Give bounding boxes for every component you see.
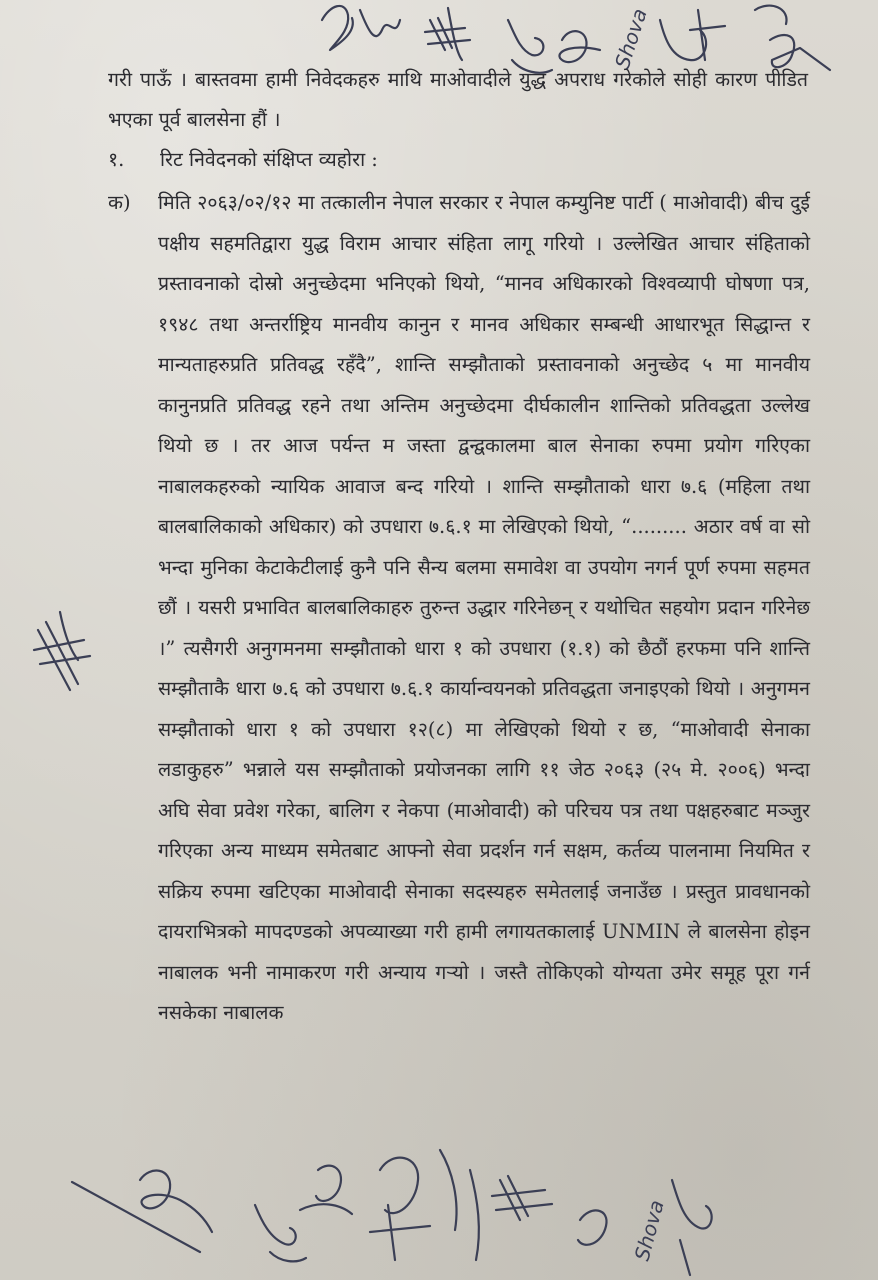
section-heading <box>108 142 378 178</box>
paragraph-label: क) <box>108 191 131 214</box>
top-signature-name: Shova <box>609 5 652 72</box>
bottom-signature-5 <box>470 1170 552 1260</box>
section-title: रिट निवेदनको संक्षिप्त व्यहोरा : <box>160 148 378 171</box>
margin-signature <box>34 612 90 690</box>
paragraph-body: मिति २०६३/०२/१२ मा तत्कालीन नेपाल सरकार र नेपाल कम्युनिष्ट पार्टी ( माओवादी) बीच दुई पक्षीय सहमतिद्वारा युद्ध विराम आचार संहिता लागू गरियो । उल्लेखित आचार संहिताको प्रस्तावनाको दोस्रो अनुच्छेदमा भनिएको थियो, “मानव अधिकारको विश्वव्यापी घोषणा पत्र, १९४८ तथा अन्तर्राष्ट्रिय मानवीय कानुन र मानव अधिकार सम्बन्धी आधारभूत सिद्धान्त र मान्यताहरुप्रति प्रतिवद्ध रहँदै”, शान्ति सम्झौताको प्रस्तावनाको अनुच्छेद ५ मा मानवीय कानुनप्रति प्रतिवद्ध रहने तथा अन्तिम अनुच्छेदमा दीर्घकालीन शान्तिको प्रतिवद्धता उल्लेख थियो छ । तर आज पर्यन्त म जस्ता द्वन्द्वकालमा बाल सेनाका रुपमा प्रयोग गरिएका नाबालकहरुको न्यायिक आवाज बन्द गरियो । शान्ति सम्झौताको धारा ७.६ (महिला तथा बालबालिकाको अधिकार) को उपधारा ७.६.१ मा लेखिएको थियो, “......... अठार वर्ष वा सो भन्दा मुनिका केटाकेटीलाई कुनै पनि सैन्य बलमा समावेश वा उपयोग नगर्न पूर्ण रुपमा सहमत छौं । यसरी प्रभावित बालबालिकाहरु तुरुन्त उद्धार गरिनेछन् र यथोचित सहयोग प्रदान गरिनेछ ।” त्यसैगरी अनुगमनमा सम्झौताको धारा १ को उपधारा (१.१) को छैठौं हरफमा पनि शान्ति सम्झौताकै धारा ७.६ को उपधारा ७.६.१ कार्यान्वयनको प्रतिवद्धता जनाइएको थियो । अनुगमन सम्झौताको धारा १ को उपधारा १२(८) मा लेखिएको थियो र छ, “माओवादी सेनाका लडाकुहरु” भन्नाले यस सम्झौताको प्रयोजनका लागि ११ जेठ २०६३ (२५ मे. २००६) भन्दा अघि सेवा प्रवेश गरेका, बालिग र नेकपा (माओवादी) को परिचय पत्र तथा पक्षहरुबाट मञ्जुर गरिएका अन्य माध्यम समेतबाट आफ्नो सेवा प्रदर्शन गर्न सक्षम, कर्तव्य पालनामा नियमित र सक्रिय रुपमा खटिएका माओवादी सेनाका सदस्यहरु समेतलाई जनाउँछ । प्रस्तुत प्रावधानको दायराभित्रको मापदण्डको अपव्याख्या गरी हामी लगायतकालाई UNMIN ले बालसेना होइन नाबालक भनी नामाकरण गरी अन्याय गर्‍यो । जस्तै तोकिएको योग्यता उमेर समूह पूरा गर्न नसकेका नाबालक <box>158 191 810 1024</box>
intro-paragraph: गरी पाऊँ । बास्तवमा हामी निवेदकहरु माथि माओवादीले युद्ध अपराध गरेकोले सोही कारण पीडित भएका पूर्व बालसेना हौं । <box>108 68 808 131</box>
top-signature-4 <box>559 31 600 62</box>
bottom-signature-1 <box>72 1171 212 1252</box>
bottom-signature-3 <box>300 1166 352 1214</box>
section-number: १. <box>108 148 125 171</box>
bottom-signature-2 <box>255 1205 306 1261</box>
bottom-signature-4 <box>370 1150 457 1260</box>
top-signature-1 <box>322 6 400 50</box>
bottom-signature-name: Shova <box>629 1197 669 1264</box>
top-signature-2 <box>425 8 470 60</box>
bottom-signature-shova <box>578 1180 712 1275</box>
